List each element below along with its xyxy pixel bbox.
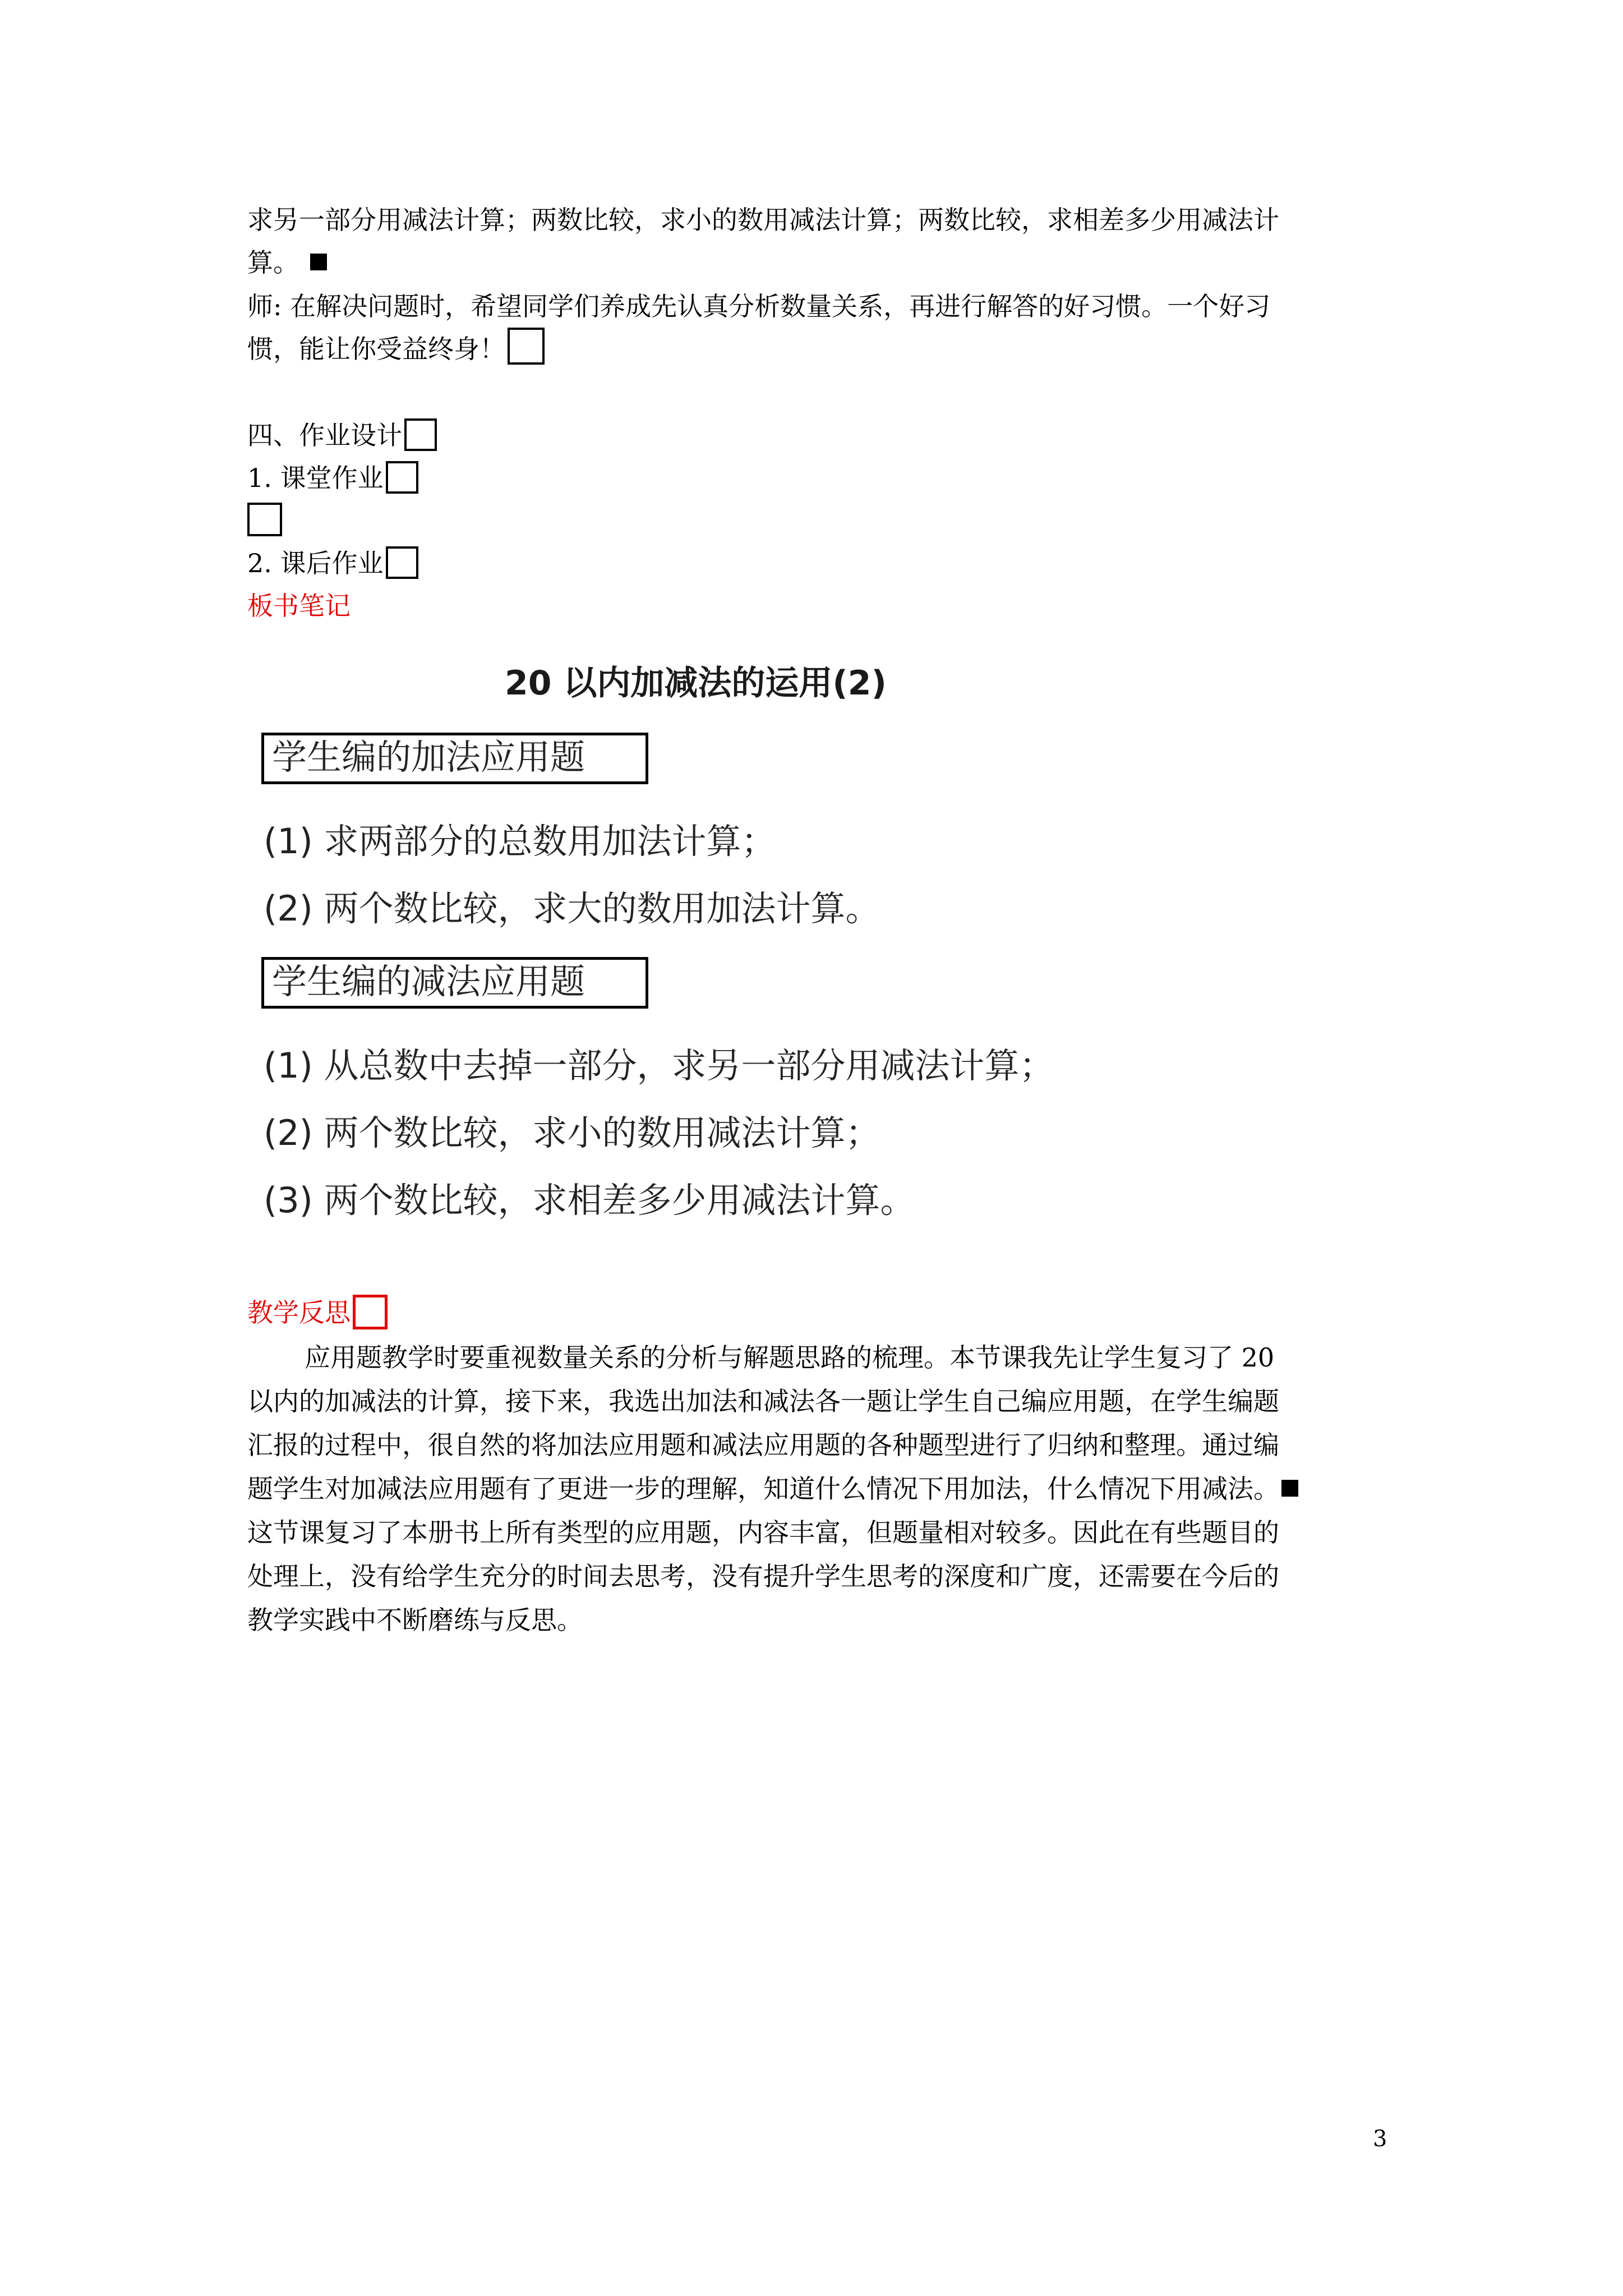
subtraction-item: (2) 两个数比较，求小的数用减法计算； — [264, 1112, 880, 1153]
reflection-line — [247, 1467, 1298, 1510]
empty-line — [247, 499, 282, 542]
addition-item: (2) 两个数比较，求大的数用加法计算。 — [264, 888, 880, 929]
red-box-icon — [353, 1295, 388, 1329]
homework-item — [247, 457, 418, 499]
homework-heading — [247, 414, 437, 457]
empty-box-icon — [386, 546, 418, 579]
addition-item: (1) 求两部分的总数用加法计算； — [264, 821, 776, 862]
reflection-line: 处理上，没有给学生充分的时间去思考，没有提升学生思考的深度和广度，还需要在今后的 — [247, 1561, 1279, 1591]
homework-item — [247, 542, 418, 585]
subtraction-item: (1) 从总数中去掉一部分，求另一部分用减法计算； — [264, 1045, 1054, 1086]
subtraction-item: (3) 两个数比较，求相差多少用减法计算。 — [264, 1180, 915, 1221]
black-square-icon — [1281, 1480, 1298, 1497]
text-span: 求另一部分用减法计算；两数比较，求小的数用减法计算；两数比较，求相差多少用减法计 — [247, 205, 1279, 235]
text-line — [247, 328, 545, 370]
reflection-line: 这节课复习了本册书上所有类型的应用题，内容丰富，但题量相对较多。因此在有些题目的 — [247, 1517, 1279, 1548]
text-line — [247, 285, 1270, 328]
text-span: 2. 课后作业 — [247, 548, 384, 578]
reflection-line: 应用题教学时要重视数量关系的分析与解题思路的梳理。本节课我先让学生复习了 20 — [305, 1342, 1275, 1373]
text-span: 算。 — [247, 247, 299, 278]
text-line — [247, 199, 1279, 241]
reflection-line: 教学实践中不断磨练与反思。 — [247, 1605, 583, 1635]
text-line — [247, 241, 327, 284]
reflection-line: 以内的加减法的计算，接下来，我选出加法和减法各一题让学生自己编应用题，在学生编题 — [247, 1386, 1279, 1416]
empty-box-icon — [404, 418, 437, 451]
black-square-icon — [310, 254, 327, 270]
reflection-line: 汇报的过程中，很自然的将加法应用题和减法应用题的各种题型进行了归纳和整理。通过编 — [247, 1430, 1279, 1460]
page-number: 3 — [1373, 2126, 1387, 2152]
empty-box-icon — [508, 328, 545, 365]
board-section-title: 板书笔记 — [247, 591, 351, 621]
empty-box-icon — [247, 503, 282, 536]
text-span: 题学生对加减法应用题有了更进一步的理解，知道什么情况下用加法，什么情况下用减法。 — [247, 1474, 1279, 1504]
text-span: 惯，能让你受益终身！ — [247, 334, 505, 364]
reflection-title — [247, 1291, 388, 1334]
empty-box-icon — [386, 461, 418, 494]
text-span: 1. 课堂作业 — [247, 463, 384, 493]
addition-box: 学生编的加法应用题 — [261, 733, 648, 784]
board-title: 20 以内加减法的运用(2) — [505, 664, 887, 703]
text-span: 四、作业设计 — [247, 420, 402, 450]
text-span: 师: 在解决问题时，希望同学们养成先认真分析数量关系，再进行解答的好习惯。一个好习 — [247, 291, 1271, 321]
text-span: 教学反思 — [247, 1297, 351, 1328]
subtraction-box: 学生编的减法应用题 — [261, 957, 648, 1009]
